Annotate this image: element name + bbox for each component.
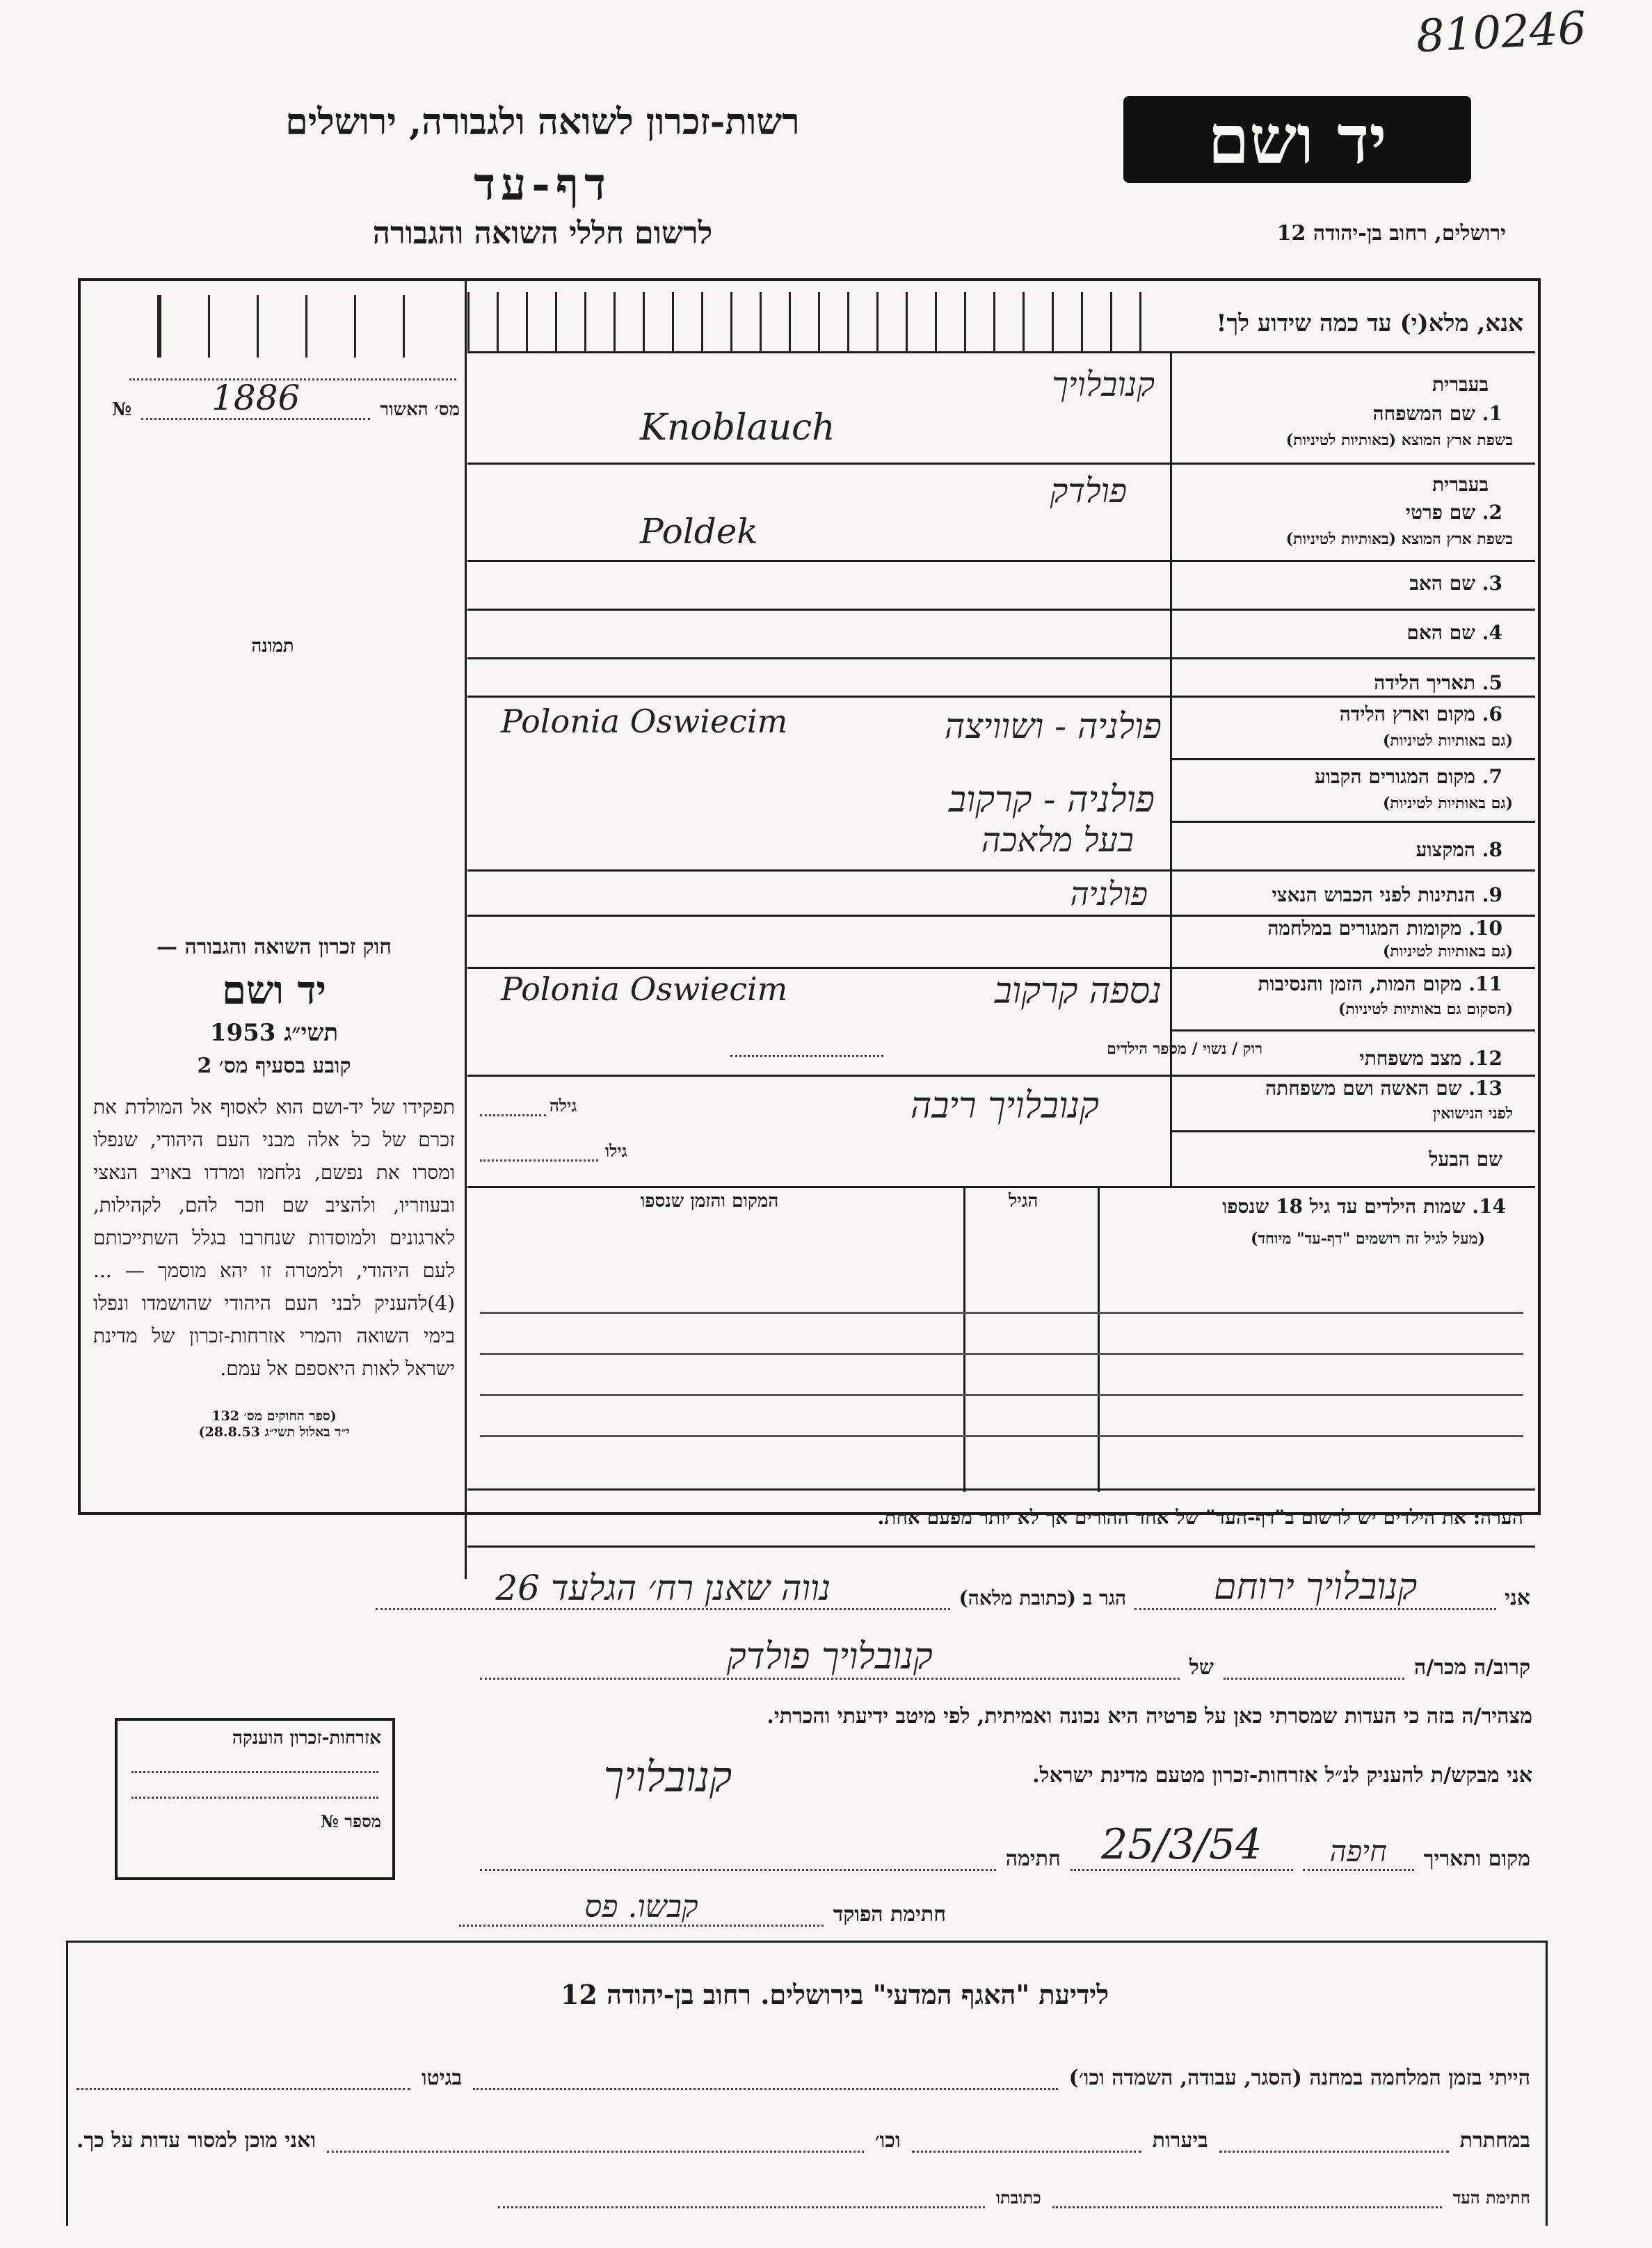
field1-note: בשפת ארץ המוצא (באותיות לטיניות) [1285,431,1513,449]
left-panel-divider [465,278,467,1579]
field12-note: רוק / נשוי / מספר הילדים [1107,1040,1262,1058]
bottom-forests-dots [912,2151,1141,2153]
bottom-line2 [77,2111,1530,2153]
certificate-box [115,1718,395,1880]
field11-value-latin: Polonia Oswiecim [501,970,788,1008]
children-place-col: המקום והזמן שנספו [640,1191,779,1212]
witness-line5 [459,1878,946,1927]
field1-label: 1. שם המשפחה [1372,402,1502,425]
field1-value-he: קנובלויך [1052,365,1155,404]
bottom-camp-label: הייתי בזמן המלחמה במחנה (הסגר, עבודה, השמדה וכו׳) [1068,2066,1530,2090]
photo-label: תמונה [251,636,294,657]
field7-divider [1170,821,1535,823]
field2-note: בשפת ארץ המוצא (באותיות לטיניות) [1285,530,1513,548]
law-name: יד ושם [221,968,327,1013]
children-age-col: הגיל [1009,1191,1038,1212]
law-heading: חוק זכרון השואה והגבורה — [157,935,392,959]
witness-line4 [480,1822,1530,1871]
field12-dots [730,1054,883,1057]
witness-officer-value: קבשו. פס [459,1889,824,1927]
field11-divider [1170,1029,1535,1031]
witness-relative-dots [1224,1678,1404,1680]
law-ref-1: (ספר החוקים מס׳ 132 [211,1408,337,1424]
witness-place-date-label: מקום ותאריך [1423,1847,1530,1871]
field8-value-he: בעל מלאכה [981,821,1134,860]
field10-note: (גם באותיות לטיניות) [1382,942,1513,961]
law-block [93,935,455,1440]
children-top-divider [467,1186,1535,1188]
form-subtitle: לרשום חללי השואה והגבורה [372,216,713,251]
witness-of-label: של [1189,1655,1214,1680]
bottom-witness-sig-dots [1052,2206,1442,2208]
field3-divider [467,609,1535,611]
field5-divider [467,696,1535,698]
field2-label: 2. שם פרטי [1405,501,1502,524]
bottom-title: לידיעת "האגף המדעי" בירושלים. רחוב בן-יהודה 12 [560,1979,1109,2010]
witness-signature-dots [480,1869,996,1871]
law-text: תפקידו של יד-ושם הוא לאסוף אל המולדת את זכרם של כל אלה מבני העם היהודי, שנפלו ומסרו את נפשם, נלחמו ומרדו באויב הנאצי ובעוזריו, ולהציב שם וזכר להם, לקהילות, לארגונים ולמוסדות שנחרבו בגלל השתייכותם לעם היהודי, ולמטרה זו יהא מוסמך — ...(4)להעניק לבני העם היהודי שהושמדו ונפלו בימי השואה והמרי אזרחות-זכרון של מדינת ישראל לאות היאספם אל עמם. [93,1095,455,1380]
field11-value-he: נספה קרקוב [994,970,1162,1012]
remark-text: הערה: את הילדים יש לרשום ב"דף-העד" של אחד ההורים אך לא יותר מפעם אחת. [877,1506,1523,1529]
witness-line2 [480,1631,1530,1680]
field8-label: 8. המקצוע [1416,838,1502,861]
witness-officer-label: חתימת הפוקד [833,1902,946,1927]
law-ref-2: י״ד באלול תשי״ג 28.8.53) [198,1424,350,1440]
wife-age-dots [480,1113,546,1116]
children-label: 14. שמות הילדים עד גיל 18 שנספו [1222,1195,1506,1218]
bottom-address-label: כתובתו [995,2187,1041,2208]
field2-value-latin: Poldek [640,511,758,552]
approval-grid [157,295,451,358]
field13-label: 13. שם האשה ושם משפחתה [1265,1077,1502,1100]
witness-i-label: אני [1505,1586,1530,1610]
witness-place-value: חיפה [1303,1834,1414,1871]
children-rows [480,1273,1523,1475]
witness-address-value: נווה שאנן רח׳ הגלעד 26 [376,1568,950,1610]
witness-date-value: 25/3/54 [1070,1820,1293,1871]
prompt-text: אנא, מלא(י) עד כמה שידוע לך! [1216,310,1523,337]
bottom-underground-label: במחתרת [1459,2128,1530,2153]
approval-box [129,302,456,380]
field5-label: 5. תאריך הלידה [1374,671,1502,694]
bottom-forests-label: ביערות [1152,2128,1208,2153]
wife-age-label: גילה [550,1095,577,1116]
label-column-divider [1170,353,1172,1188]
field13-value-he: קנובלויך ריבה [910,1085,1099,1127]
field6-value-latin: Polonia Oswiecim [501,702,788,740]
certificate-dots-1 [131,1771,378,1773]
bottom-witness-sig-label: חתימת העד [1452,2187,1530,2208]
field7-note: (גם באותיות לטיניות) [1382,794,1513,812]
logo-text: יד ושם [1208,100,1387,179]
bottom-underground-dots [1219,2151,1449,2153]
field7-value-he: פולניה - קרקוב [948,779,1155,821]
form-title: דף-עד [474,159,611,211]
address-line: ירושלים, רחוב בן-יהודה 12 [1276,221,1506,246]
witness-declaration: מצהיר/ה בזה כי העדות שמסרתי כאן על פרטיה היא נכונה ואמיתית, לפי מיטב ידיעתי והכרתי. [767,1704,1532,1728]
remark-bottom [467,1546,1535,1548]
witness-of-value: קנובלויך פולדק [480,1636,1180,1680]
bottom-line1 [77,2048,1530,2090]
field1-value-latin: Knoblauch [640,407,835,449]
approval-suffix: № [112,399,132,420]
field9-value-he: פולניה [1070,875,1148,913]
certificate-title: אזרחות-זכרון הוענקה [232,1728,381,1749]
witness-i-value: קנובלויך ירוחם [1134,1566,1496,1610]
bottom-etc-dots [327,2151,864,2153]
bottom-line3 [77,2170,1530,2208]
witness-line1 [376,1561,1530,1610]
field3-label: 3. שם האב [1409,572,1502,595]
law-section: קובע בסעיף מס׳ 2 [197,1054,351,1078]
husband-age-label: גילו [605,1141,627,1161]
field4-label: 4. שם האם [1406,621,1502,644]
remark-divider [467,1488,1535,1491]
field2-hebrew-marker: בעברית [1432,473,1489,496]
witness-request: אני מבקש/ת להעניק לנ״ל אזרחות-זכרון מטעם מדינת ישראל. [1032,1763,1532,1788]
yad-vashem-logo [1123,96,1471,183]
field9-label: 9. הנתינות לפני הכבוש הנאצי [1272,883,1502,906]
bottom-etc-label: וכו׳ [874,2128,901,2153]
bottom-address-dots [498,2206,985,2208]
archive-number: 810246 [1414,2,1587,63]
law-year: תשי״ג 1953 [209,1019,339,1047]
bottom-ghetto-dots [77,2088,410,2090]
husband-age-dots [480,1158,598,1162]
field13-note: לפני הנישואין [1432,1105,1513,1123]
children-note: (מעל לגיל זה רושמים "דף-עד" מיוחד) [1251,1230,1485,1248]
field11-label: 11. מקום המות, הזמן והנסיבות [1258,972,1502,995]
approval-row [112,371,460,420]
field1-hebrew-marker: בעברית [1432,373,1489,396]
field12-label: 12. מצב משפחתי [1359,1047,1502,1070]
institution-name: רשות-זכרון לשואה ולגבורה, ירושלים [285,101,800,143]
bottom-camp-dots [473,2088,1058,2090]
prompt-grid [467,292,1163,351]
bottom-ready-label: ואני מוכן למסור עדות על כך. [77,2128,316,2153]
bottom-divider [66,1941,1548,1943]
field6-divider [1170,758,1535,760]
field2-value-he: פולדק [1050,472,1127,511]
witness-address-label: הגר ב (כתובת מלאה) [959,1587,1127,1609]
field8-divider [467,869,1535,872]
bottom-ghetto-label: בגיטו [422,2066,463,2090]
field6-label: 6. מקום וארץ הלידה [1339,702,1502,725]
field7-label: 7. מקום המגורים הקבוע [1315,765,1502,788]
approval-value: 1886 [141,378,370,420]
field13-divider [1170,1130,1535,1132]
husband-label: שם הבעל [1429,1148,1502,1171]
bottom-frame-left [66,1941,68,2226]
field2-divider [467,560,1535,562]
witness-signature-label: חתימה [1005,1847,1061,1871]
field6-note: (גם באותיות לטיניות) [1382,732,1513,750]
field10-divider [467,967,1535,969]
witness-relative-label: קרוב/ה מכר/ה [1414,1655,1530,1680]
bottom-frame-right [1546,1941,1548,2226]
witness-signature-value: קנובלויך [603,1753,732,1801]
approval-label: מס׳ האשור [380,399,460,420]
left-panel [81,281,465,1575]
prompt-underline [467,351,1535,353]
field1-divider [467,463,1535,465]
field4-divider [467,657,1535,659]
certificate-number-label: מספר № [320,1811,381,1831]
field6-value-he: פולניה - ושוויצה [944,706,1162,746]
field11-note: (הסקום גם באותיות לטיניות) [1338,1000,1513,1018]
field10-label: 10. מקומות המגורים במלחמה [1267,917,1502,940]
